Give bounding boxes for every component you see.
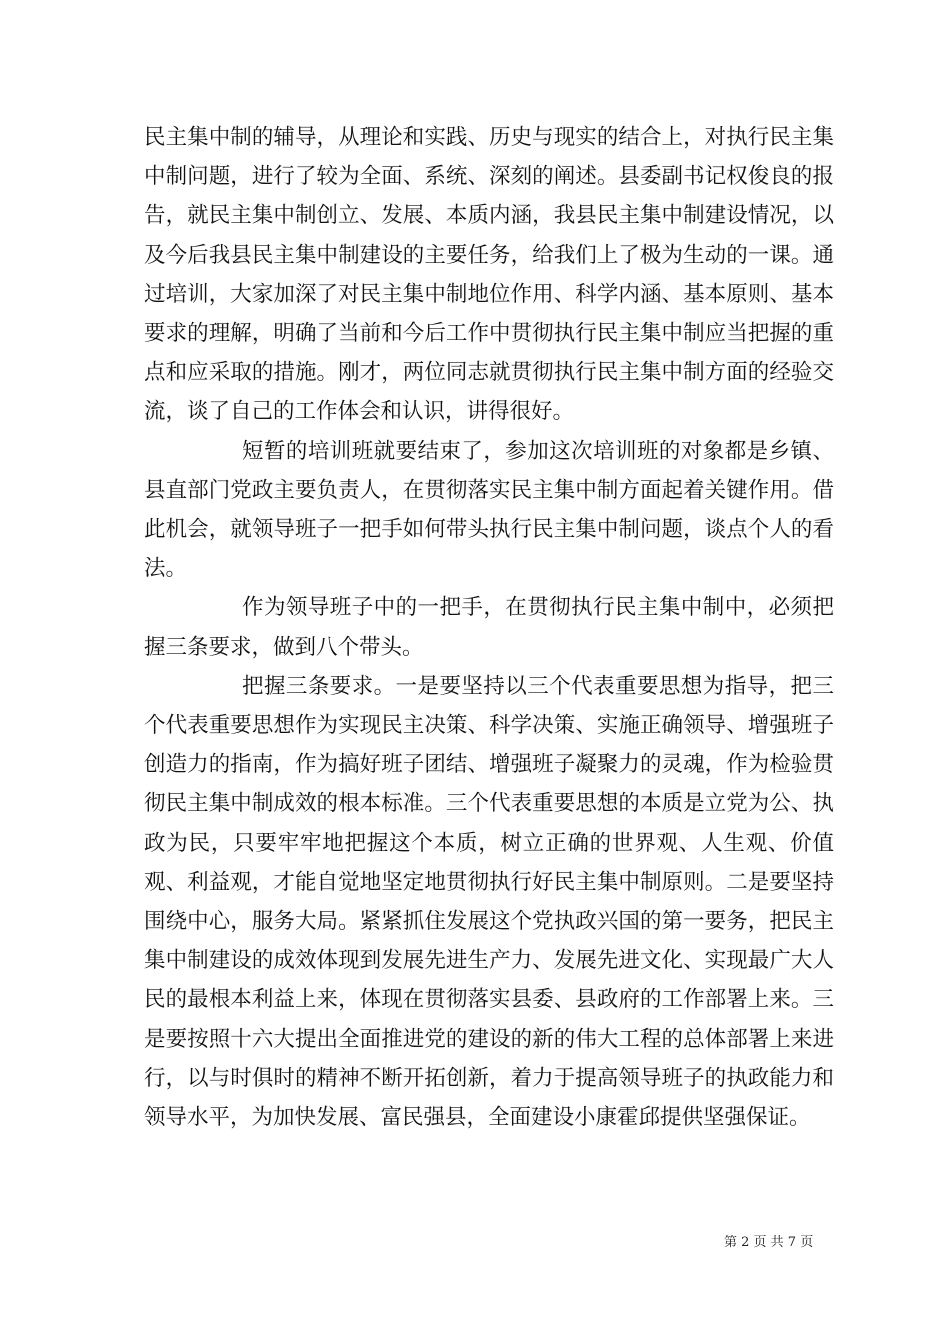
paragraph-2: 短暂的培训班就要结束了，参加这次培训班的对象都是乡镇、县直部门党政主要负责人，在贯彻落实民主集中制方面起着关键作用。借此机会，就领导班子一把手如何带头执行民主集中制问题，谈点个人的看法。 [144, 438, 834, 582]
document-body [144, 118, 834, 1137]
paragraph-4: 把握三条要求。一是要坚持以三个代表重要思想为指导，把三个代表重要思想作为实现民主决策、科学决策、实施正确领导、增强班子创造力的指南，作为搞好班子团结、增强班子凝聚力的灵魂，作为检验贯彻民主集中制成效的根本标准。三个代表重要思想的本质是立党为公、执政为民，只要牢牢地把握这个本质，树立正确的世界观、人生观、价值观、利益观，才能自觉地坚定地贯彻执行好民主集中制原则。二是要坚持围绕中心，服务大局。紧紧抓住发展这个党执政兴国的第一要务，把民主集中制建设的成效体现到发展先进生产力、发展先进文化、实现最广大人民的最根本利益上来，体现在贯彻落实县委、县政府的工作部署上来。三是要按照十六大提出全面推进党的建设的新的伟大工程的总体部署上来进行，以与时俱时的精神不断开拓创新，着力于提高领导班子的执政能力和领导水平，为加快发展、富民强县，全面建设小康霍邱提供坚强保证。 [144, 673, 834, 1131]
paragraph-1: 民主集中制的辅导，从理论和实践、历史与现实的结合上，对执行民主集中制问题，进行了较为全面、系统、深刻的阐述。县委副书记权俊良的报告，就民主集中制创立、发展、本质内涵，我县民主集中制建设情况，以及今后我县民主集中制建设的主要任务，给我们上了极为生动的一课。通过培训，大家加深了对民主集中制地位作用、科学内涵、基本原则、基本要求的理解，明确了当前和今后工作中贯彻执行民主集中制应当把握的重点和应采取的措施。刚才，两位同志就贯彻执行民主集中制方面的经验交流，谈了自己的工作体会和认识，讲得很好。 [144, 125, 834, 425]
paragraph-3: 作为领导班子中的一把手，在贯彻执行民主集中制中，必须把握三条要求，做到八个带头。 [144, 595, 834, 660]
page-number-footer: 第 2 页 共 7 页 [724, 1235, 814, 1250]
